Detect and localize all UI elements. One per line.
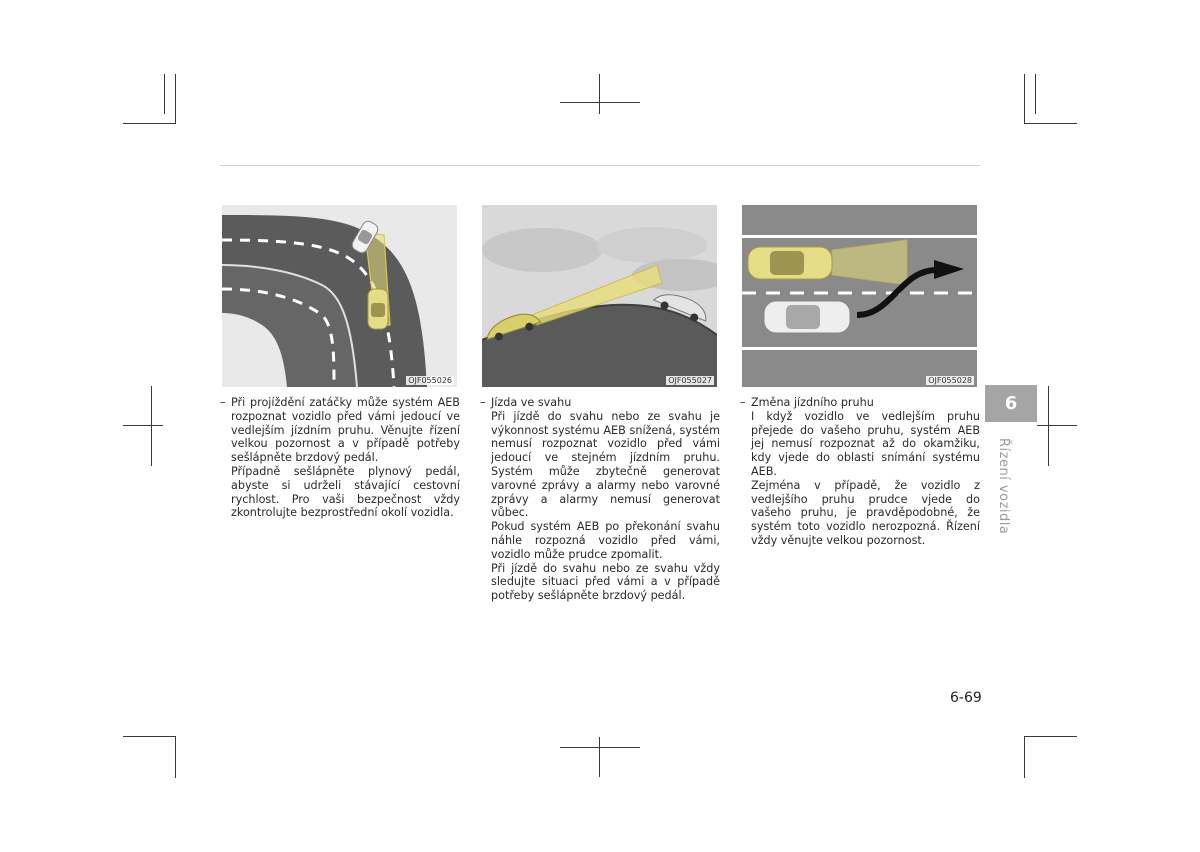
text-column-lane-change: [740, 396, 980, 548]
paragraph: Případně sešlápněte plynový pedál, abyste si udrželi stávající cestovní rychlost. Pro vaši bezpečnost vždy zkontrolujte bezprostřední okolí vozidla.: [231, 464, 460, 520]
crop-mark: [123, 123, 176, 124]
header-rule: [220, 165, 980, 166]
paragraph: Při jízdě do svahu nebo ze svahu je výkonnost systému AEB snížená, systém nemusí rozpoznat vozidlo před vámi jedoucí ve stejném jízdním pruhu. Systém může zbytečně generovat varovné zprávy a alarmy nebo varovné zprávy a alarmy nemusí generovat vůbec.: [491, 409, 720, 520]
bullet-item: [480, 396, 720, 603]
crop-mark: [1048, 386, 1049, 466]
paragraph: Pokud systém AEB po překonání svahu náhle rozpozná vozidlo před vámi, vozidlo může prudce zpomalit.: [491, 520, 720, 561]
section-heading: Jízda ve svahu: [491, 396, 572, 409]
crop-mark: [1024, 123, 1077, 124]
figure-code: OJF055026: [408, 376, 452, 385]
bullet-item: [220, 396, 460, 520]
text-column-curve: [220, 396, 460, 520]
bullet-dash: –: [480, 396, 486, 409]
crop-mark: [151, 386, 152, 466]
chapter-title: Řízení vozidla: [996, 438, 1011, 535]
crop-mark: [560, 102, 640, 103]
figure-curve: [222, 205, 457, 387]
crop-mark: [123, 736, 176, 737]
chapter-number-tab: 6: [985, 385, 1037, 422]
lane-change-illustration: [742, 205, 977, 387]
curve-illustration: [222, 205, 457, 387]
section-heading: Změna jízdního pruhu: [751, 396, 874, 409]
crop-mark: [1024, 736, 1025, 778]
figure-code: OJF055028: [928, 376, 972, 385]
bullet-item: [740, 396, 980, 548]
paragraph: Zejména v případě, že vozidlo z vedlejšího pruhu prudce vjede do vašeho pruhu, je pravděpodobné, že systém toto vozidlo nerozpozná. Řízení vždy věnujte velkou pozornost.: [751, 478, 980, 547]
page-number: 6-69: [950, 690, 982, 706]
crop-mark: [1024, 736, 1077, 737]
crop-mark: [164, 74, 165, 114]
crop-mark: [123, 425, 163, 426]
figure-lane-change: [742, 205, 977, 387]
paragraph: Při jízdě do svahu nebo ze svahu vždy sledujte situaci před vámi a v případě potřeby sešlápněte brzdový pedál.: [491, 561, 720, 603]
crop-mark: [1035, 74, 1036, 114]
bullet-dash: –: [220, 396, 226, 409]
paragraph: Při projíždění zatáčky může systém AEB rozpoznat vozidlo před vámi jedoucí ve vedlejším jízdním pruhu. Věnujte řízení velkou pozornost a v případě potřeby sešlápněte brzdový pedál.: [231, 396, 460, 465]
crop-mark: [560, 747, 640, 748]
crop-mark: [1024, 74, 1025, 124]
text-column-slope: [480, 396, 720, 603]
bullet-dash: –: [740, 396, 746, 409]
figure-slope: [482, 205, 717, 387]
slope-illustration: [482, 205, 717, 387]
crop-mark: [175, 736, 176, 778]
crop-mark: [599, 74, 600, 114]
crop-mark: [175, 74, 176, 124]
paragraph: I když vozidlo ve vedlejším pruhu přejede do vašeho pruhu, systém AEB jej nemusí rozpoznat až do okamžiku, kdy vjede do oblasti snímání systému AEB.: [751, 409, 980, 478]
crop-mark: [599, 737, 600, 777]
crop-mark: [1037, 425, 1077, 426]
figure-code: OJF055027: [668, 376, 712, 385]
